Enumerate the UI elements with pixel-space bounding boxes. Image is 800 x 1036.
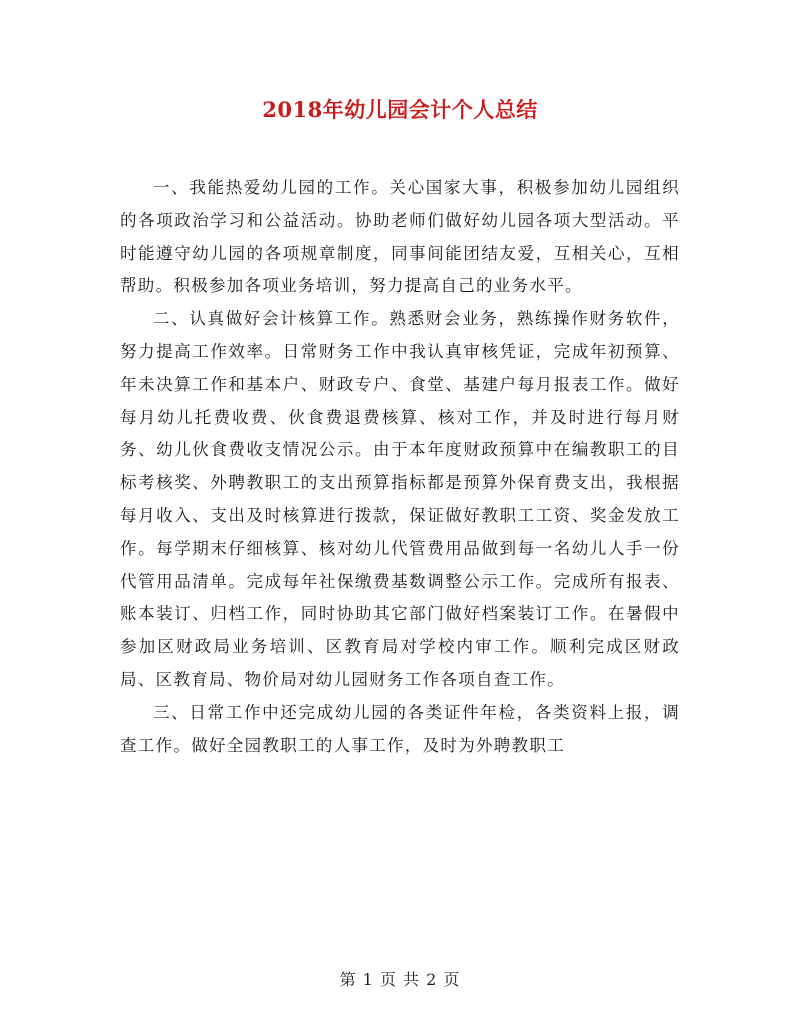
page-number-footer: 第 1 页 共 2 页 (339, 970, 461, 989)
paragraph-3: 三、日常工作中还完成幼儿园的各类证件年检，各类资料上报，调查工作。做好全园教职工的人事工作，及时为外聘教职工 (120, 702, 680, 755)
paragraph-2: 二、认真做好会计核算工作。熟悉财会业务，熟练操作财务软件，努力提高工作效率。日常财务工作中我认真审核凭证，完成年初预算、年未决算工作和基本户、财政专户、食堂、基建户每月报表工作。做好每月幼儿托费收费、伙食费退费核算、核对工作，并及时进行每月财务、幼儿伙食费收支情况公示。由于本年度财政预算中在编教职工的目标考核奖、外聘教职工的支出预算指标都是预算外保育费支出，我根据每月收入、支出及时核算进行拨款，保证做好教职工工资、奖金发放工作。每学期末仔细核算、核对幼儿代管费用品做到每一名幼儿人手一份代管用品清单。完成每年社保缴费基数调整公示工作。完成所有报表、账本装订、归档工作，同时协助其它部门做好档案装订工作。在暑假中参加区财政局业务培训、区教育局对学校内审工作。顺利完成区财政局、区教育局、物价局对幼儿园财务工作各项自查工作。 (120, 309, 680, 689)
document-body (120, 172, 680, 762)
paragraph-1: 一、我能热爱幼儿园的工作。关心国家大事，积极参加幼儿园组织的各项政治学习和公益活动。协助老师们做好幼儿园各项大型活动。平时能遵守幼儿园的各项规章制度，同事间能团结友爱，互相关心，互相帮助。积极参加各项业务培训，努力提高自己的业务水平。 (120, 178, 680, 296)
document-title: 2018年幼儿园会计个人总结 (262, 97, 538, 122)
